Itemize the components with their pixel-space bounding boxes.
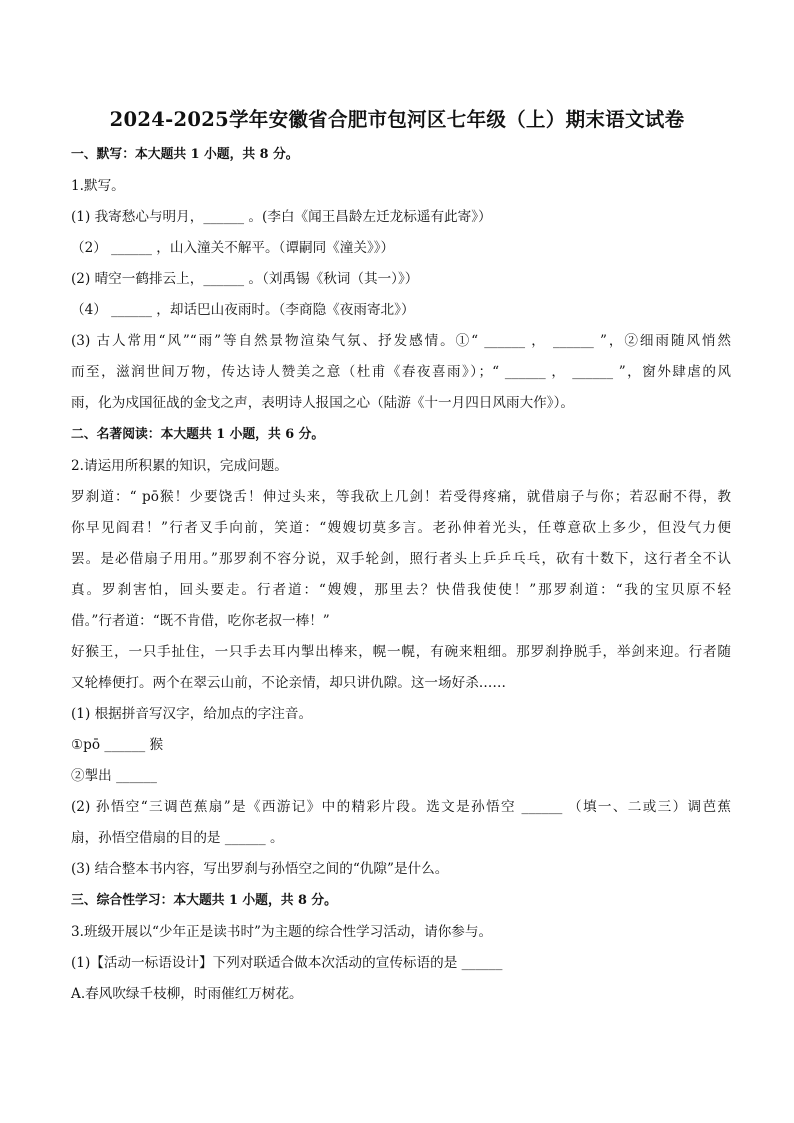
passage-line: 借。”行者道：“既不肯借，吃你老叔一棒！” [71,613,330,629]
sub-question: (2) 孙悟空“三调芭蕉扇”是《西游记》中的精彩片段。选文是孙悟空 ______ （填一、二或三）调芭蕉 [71,799,731,815]
passage-line: 罗刹道：“ pō猴！少要饶舌！伸过头来，等我砍上几剑！若受得疼痛，就借扇子与你；若忍耐不得，教 [71,489,731,505]
fill-blank-line: (2) 晴空一鹤排云上，______ 。（刘禹锡《秋词（其一）》） [71,271,419,287]
fill-blank-line: （2） ______ ，山入潼关不解平。（谭嗣同《潼关》》） [71,240,395,256]
sub-question: ①pō ______ 猴 [71,737,164,753]
question-stem: 3.班级开展以“少年正是读书时”为主题的综合性学习活动，请你参与。 [71,924,493,940]
sub-question: (1)【活动一标语设计】下列对联适合做本次活动的宣传标语的是 ______ [71,955,503,971]
question-stem: 2.请运用所积累的知识，完成问题。 [71,458,288,474]
paragraph-line: 而至，滋润世间万物，传达诗人赞美之意（杜甫《春夜喜雨》）；“ ______ ， ______ ”，窗外肆虐的风 [71,364,731,380]
section-heading: 一、默写：本大题共 1 小题，共 8 分。 [71,147,299,162]
paragraph-line: (3) 古人常用“风”“雨”等自然景物渲染气氛、抒发感情。①“ ______ ， ______ ”，②细雨随风悄然 [71,333,731,349]
sub-question: 扇，孙悟空借扇的目的是 ______ 。 [71,830,284,846]
passage-line: 真。罗刹害怕，回头要走。行者道：“嫂嫂，那里去？快借我使使！”那罗刹道：“我的宝贝原不轻 [71,582,731,598]
answer-option: A.春风吹绿千枝柳，时雨催红万树花。 [71,986,303,1002]
paragraph-line: 雨，化为戍国征战的金戈之声，表明诗人报国之心（陆游《十一月四日风雨大作》）。 [71,395,574,411]
question-stem: 1.默写。 [71,178,125,194]
passage-line: 好猴王，一只手扯住，一只手去耳内掣出棒来，幌一幌，有碗来粗细。那罗刹挣脱手，举剑来迎。行者随 [71,644,731,660]
sub-question: ②掣出 ______ [71,768,157,784]
page-title: 2024-2025学年安徽省合肥市包河区七年级（上）期末语文试卷 [109,108,685,131]
fill-blank-line: （4） ______ ，却话巴山夜雨时。（李商隐《夜雨寄北》） [71,302,415,318]
passage-line: 你早见阎君！”行者叉手向前，笑道：“嫂嫂切莫多言。老孙伸着光头，任尊意砍上多少，但没气力便 [71,520,731,536]
sub-question: (1) 根据拼音写汉字，给加点的字注音。 [71,706,313,722]
passage-line: 又轮棒便打。两个在翠云山前，不论亲情，却只讲仇隙。这一场好杀…… [71,675,506,691]
sub-question: (3) 结合整本书内容，写出罗刹与孙悟空之间的“仇隙”是什么。 [71,861,449,877]
passage-line: 罢。是必借扇子用用。”那罗刹不容分说，双手轮剑，照行者头上乒乒乓乓，砍有十数下，这行者全不认 [71,551,731,567]
section-heading: 二、名著阅读：本大题共 1 小题，共 6 分。 [71,427,325,442]
section-heading: 三、综合性学习：本大题共 1 小题，共 8 分。 [71,893,337,908]
fill-blank-line: (1) 我寄愁心与明月，______ 。(李白《闻王昌龄左迁龙标遥有此寄》） [71,209,492,225]
